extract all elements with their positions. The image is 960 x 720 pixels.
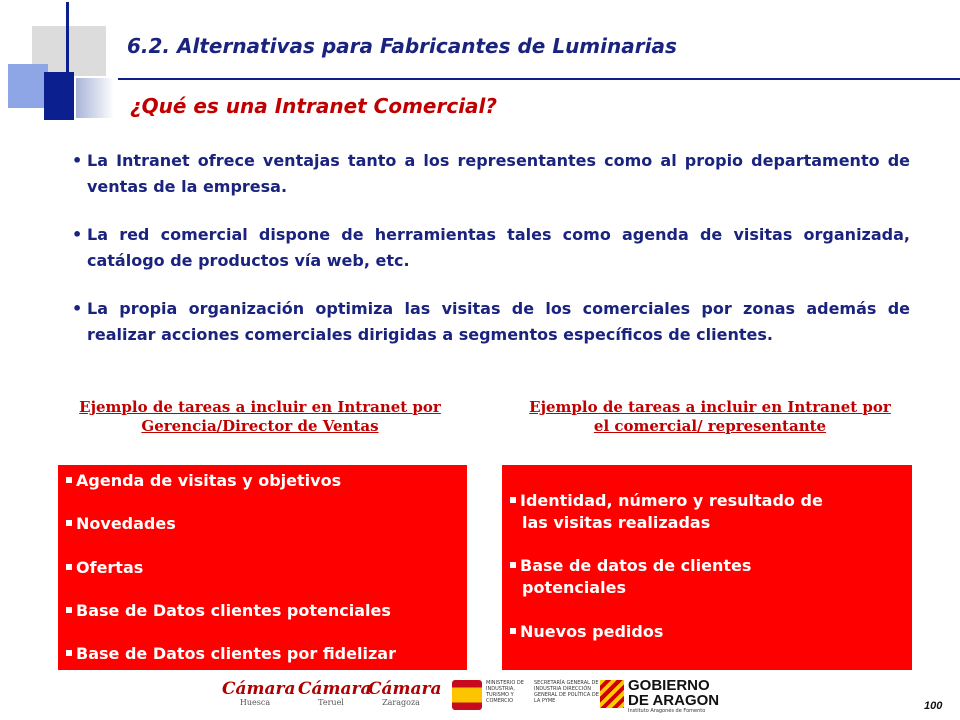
camara-huesca-logo: Cámara Huesca xyxy=(222,679,296,707)
header-rule xyxy=(118,78,960,80)
bullet-list xyxy=(70,148,910,370)
camara-zaragoza-logo: Cámara Zaragoza xyxy=(368,679,442,707)
decor-square-gradient xyxy=(76,78,114,118)
left-task-item: Novedades xyxy=(66,514,176,533)
right-task-item: Nuevos pedidos xyxy=(510,621,663,643)
bullet-dot-icon: • xyxy=(72,151,83,170)
left-task-item: Agenda de visitas y objetivos xyxy=(66,471,341,490)
right-task-item: Identidad, número y resultado de las visitas realizadas xyxy=(510,490,823,534)
gobierno-aragon-logo: GOBIERNO DE ARAGON Instituto Aragonés de Fomento xyxy=(600,676,720,716)
left-task-item: Base de Datos clientes potenciales xyxy=(66,601,391,620)
aragon-flag-icon xyxy=(600,680,624,708)
bullet-dot-icon: • xyxy=(72,299,83,318)
left-task-item: Ofertas xyxy=(66,558,143,577)
bullet-item: • La propia organización optimiza las visitas de los comerciales por zonas además de realizar acciones comerciales dirigidas a segmentos específicos de clientes. xyxy=(70,296,910,348)
right-task-item: Base de datos de clientes potenciales xyxy=(510,555,751,599)
decor-square-dark-blue xyxy=(44,72,74,120)
right-task-box xyxy=(502,465,912,670)
square-bullet-icon xyxy=(510,562,516,568)
square-bullet-icon xyxy=(66,650,72,656)
section-title: 6.2. Alternativas para Fabricantes de Luminarias xyxy=(127,34,677,58)
camara-teruel-logo: Cámara Teruel xyxy=(298,679,372,707)
footer-logos xyxy=(0,672,960,720)
square-bullet-icon xyxy=(510,497,516,503)
page-question-title: ¿Qué es una Intranet Comercial? xyxy=(130,94,498,118)
decor-vertical-line xyxy=(66,2,69,120)
ministerio-logo: MINISTERIO DE INDUSTRIA, TURISMO Y COMERCIO SECRETARÍA GENERAL DE INDUSTRIA DIRECCIÓN GENERAL DE POLÍTICA DE LA PYME xyxy=(452,678,582,712)
square-bullet-icon xyxy=(510,628,516,634)
bullet-item: • La Intranet ofrece ventajas tanto a los representantes como al propio departamento de ventas de la empresa. xyxy=(70,148,910,200)
square-bullet-icon xyxy=(66,607,72,613)
coat-of-arms-icon xyxy=(452,680,482,710)
decor-square-light-blue xyxy=(8,64,48,108)
page-number: 100 xyxy=(924,700,943,712)
right-column-title: Ejemplo de tareas a incluir en Intranet por el comercial/ representante xyxy=(529,398,891,435)
bullet-dot-icon: • xyxy=(72,225,83,244)
bullet-item: • La red comercial dispone de herramientas tales como agenda de visitas organizada, catálogo de productos vía web, etc. xyxy=(70,222,910,274)
left-column-title: Ejemplo de tareas a incluir en Intranet por Gerencia/Director de Ventas xyxy=(79,398,441,435)
square-bullet-icon xyxy=(66,477,72,483)
square-bullet-icon xyxy=(66,520,72,526)
left-task-item: Base de Datos clientes por fidelizar xyxy=(66,644,396,663)
left-task-box xyxy=(58,465,467,670)
square-bullet-icon xyxy=(66,564,72,570)
